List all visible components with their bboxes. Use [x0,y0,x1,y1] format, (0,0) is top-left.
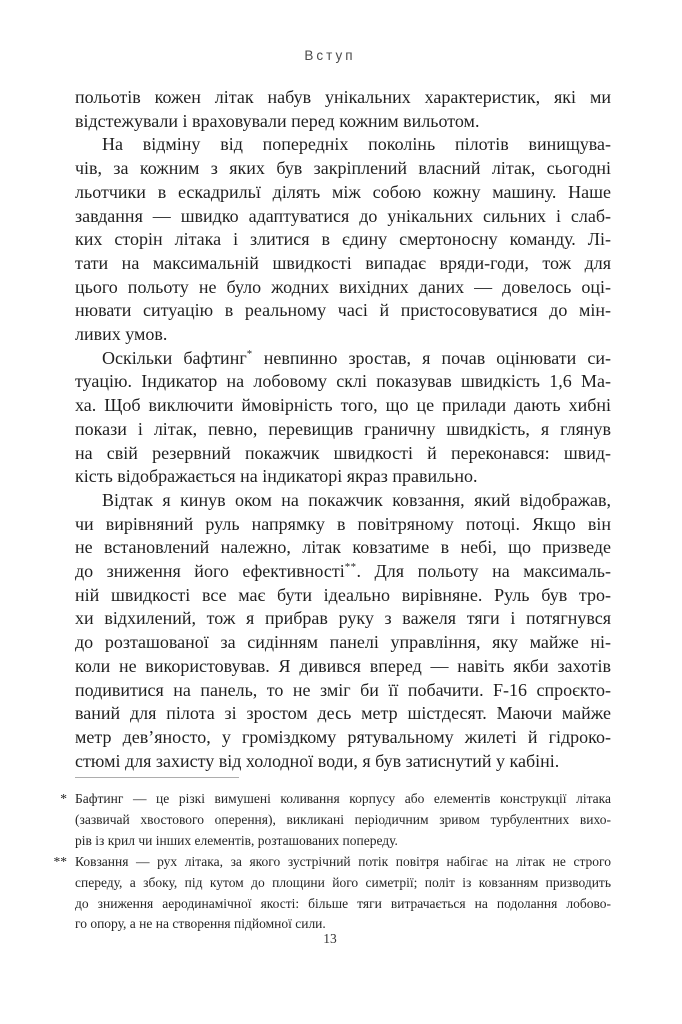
footnote-divider [75,777,239,778]
footnote-item [47,789,611,852]
paragraph [75,86,611,133]
footnote-text [75,789,611,852]
text-line: чи вирівняний руль напрямку в повітряному потоці. Якщо він [75,513,611,534]
page-number: 13 [323,931,337,946]
text-line: цього польоту не було жодних вихідних даних — довелось оці- [75,276,611,297]
body-text [75,86,611,773]
text-line: коли не використовував. Я дивився вперед — навіть якби захотів [75,655,611,676]
text-line: до зниження його ефективності**. Для польоту на максималь- [75,561,611,582]
text-line: ких сторін літака і злитися в єдину смертоносну команду. Лі- [75,229,611,250]
text-line: туацію. Індикатор на лобовому склі показував швидкість 1,6 Ма- [75,371,611,392]
footnote-line: рів із крил чи інших елементів, розташованих попереду. [75,832,398,848]
text-line: ливих умов. [75,324,168,345]
text-line: завдання — швидко адаптуватися до унікальних сильних і слаб- [75,205,611,226]
text-line: не встановлений належно, літак ковзатиме в небі, що призведе [75,537,611,558]
text-line: подивитися на панель, то не зміг би її побачити. F-16 спроєкто- [75,679,611,700]
footnote-item [47,852,611,936]
footnotes [47,789,611,935]
text-line: тати на максимальній швидкості випадає вряди-годи, тож для [75,252,611,273]
text-line: на свій резервний покажчик швидкості й переконався: швид- [75,442,611,463]
text-line: польотів кожен літак набув унікальних характеристик, які ми [75,87,611,107]
footnote-line: до зниження аеродинамічної якості: більше тяги витрачається на подолання лобово- [75,895,611,911]
text-line: хи відхилений, тож я прибрав руку з важеля тяги і потягнувся [75,608,611,629]
footnote-line: спереду, а збоку, під кутом до площини його симетрії; політ із ковзанням призводить [75,874,611,890]
text-line: ній швидкості все має бути ідеально вирівняне. Руль був тро- [75,584,611,605]
text-line: чів, за кожним з яких був закріплений власний літак, сьогодні [75,158,611,179]
text-line: до розташованої за сидінням панелі управління, яку майже ні- [75,632,611,653]
text-line: покази і літак, певно, перевищив граничну швидкість, я глянув [75,418,611,439]
text-line: нювати ситуацію в реальному часі й пристосовуватися до мін- [75,300,611,321]
text-line: ха. Щоб виключити ймовірність того, що це прилади дають хибні [75,395,611,416]
text-line: На відміну від попередніх поколінь пілотів винищува- [102,134,611,155]
footnote-line: Ковзання — рух літака, за якого зустрічний потік повітря набігає на літак не строго [75,853,611,869]
text-line: кість відображається на індикаторі якраз правильно. [75,466,478,487]
footnote-line: Бафтинг — це різкі вимушені коливання корпусу або елементів конструкції літака [75,791,611,806]
text-line: Відтак я кинув оком на покажчик ковзання, який відображав, [102,489,611,510]
footnote-marker: ** [53,853,67,869]
footnote-marker: * [60,791,67,806]
text-line: метр дев’яносто, у громіздкому рятувальному жилеті й гідроко- [75,726,611,747]
text-line: Оскільки бафтинг* невпинно зростав, я почав оцінювати си- [102,347,611,368]
footnote-text [75,852,611,936]
footnote-reference: * [246,347,253,360]
running-header: Вступ [304,48,356,63]
text-line: ваний для пілота зі зростом десь метр шістдесят. Маючи майже [75,703,611,724]
footnote-line: го опору, а не на створення підйомної сили. [75,916,326,932]
text-line: льотчики в ескадрильї ділять між собою кожну машину. Наше [75,181,611,202]
paragraph [75,489,611,773]
paragraph [75,347,611,489]
text-line: відстежували і враховували перед кожним вильотом. [75,110,480,131]
text-line: стюмі для захисту від холодної води, я був затиснутий у кабіні. [75,750,560,771]
footnote-reference: ** [344,561,357,574]
footnote-line: (зазвичай хвостового оперення), викликані періодичним зривом турбулентних вихо- [75,811,611,827]
paragraph [75,133,611,346]
